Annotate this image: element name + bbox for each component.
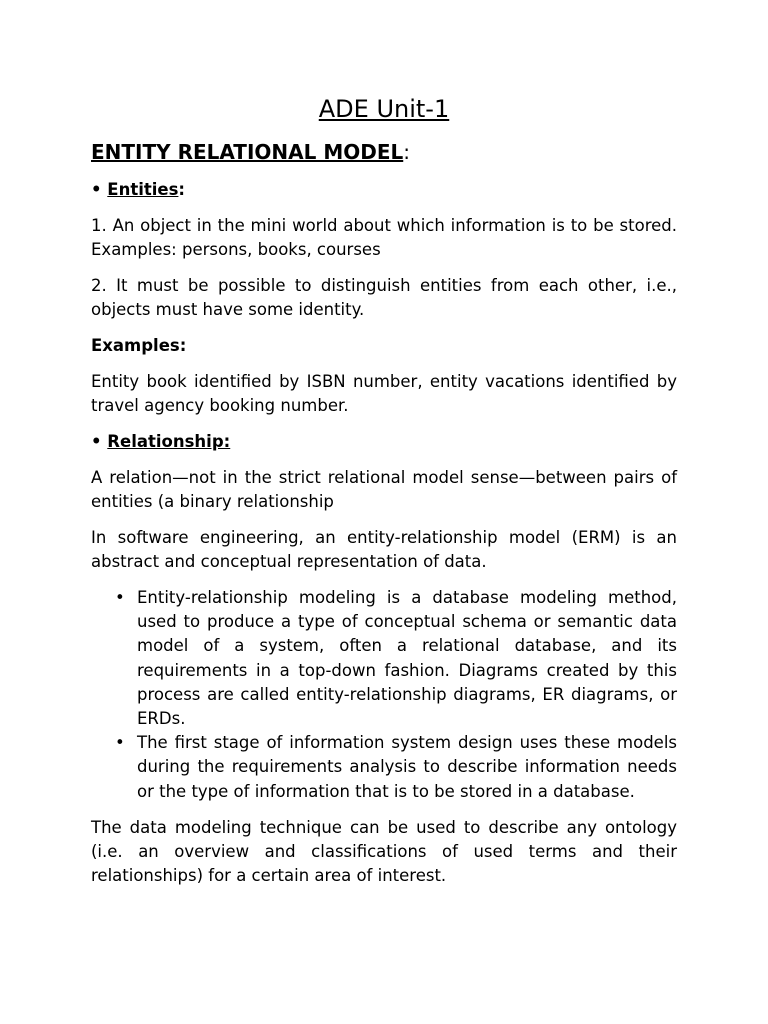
entities-point-1: 1. An object in the mini world about which information is to be stored. Examples: persons, books, courses: [91, 216, 677, 259]
section-heading-text: ENTITY RELATIONAL MODEL: [91, 140, 404, 164]
list-item: [91, 586, 677, 731]
bullet-icon: •: [91, 180, 102, 199]
list-item-text: The first stage of information system design uses these models during the requirements analysis to describe information needs or the type of information that is to be stored in a database.: [137, 733, 677, 801]
entities-point-2: 2. It must be possible to distinguish entities from each other, i.e., objects must have some identity.: [91, 276, 677, 319]
document-content: [91, 92, 677, 888]
relationship-para-2: In software engineering, an entity-relationship model (ERM) is an abstract and conceptual representation of data.: [91, 528, 677, 571]
list-item-text: Entity-relationship modeling is a database modeling method, used to produce a type of conceptual schema or semantic data model of a system, often a relational database, and its requirements in a top-down fashion. Diagrams created by this process are called entity-relationship diagrams, ER diagrams, or ERDs.: [137, 588, 677, 729]
bullet-icon: •: [91, 432, 102, 451]
entities-heading-colon: :: [178, 180, 186, 199]
examples-label: Examples:: [91, 336, 187, 355]
relationship-para-1: A relation—not in the strict relational model sense—between pairs of entities (a binary relationship: [91, 468, 677, 511]
entities-heading: [91, 178, 677, 202]
relationship-heading: [91, 430, 677, 454]
section-heading: [91, 138, 677, 166]
relationship-para-3: The data modeling technique can be used to describe any ontology (i.e. an overview and classifications of used terms and their relationships) for a certain area of interest.: [91, 817, 677, 885]
bullet-icon: •: [115, 588, 125, 607]
entities-heading-text: Entities: [107, 180, 179, 199]
document-title: ADE Unit-1: [318, 95, 450, 123]
section-heading-colon: :: [403, 140, 410, 164]
relationship-heading-text: Relationship:: [107, 432, 231, 451]
examples-text: Entity book identified by ISBN number, entity vacations identified by travel agency booking number.: [91, 372, 677, 415]
relationship-bullet-list: [91, 586, 677, 804]
list-item: [91, 731, 677, 804]
bullet-icon: •: [115, 733, 125, 753]
